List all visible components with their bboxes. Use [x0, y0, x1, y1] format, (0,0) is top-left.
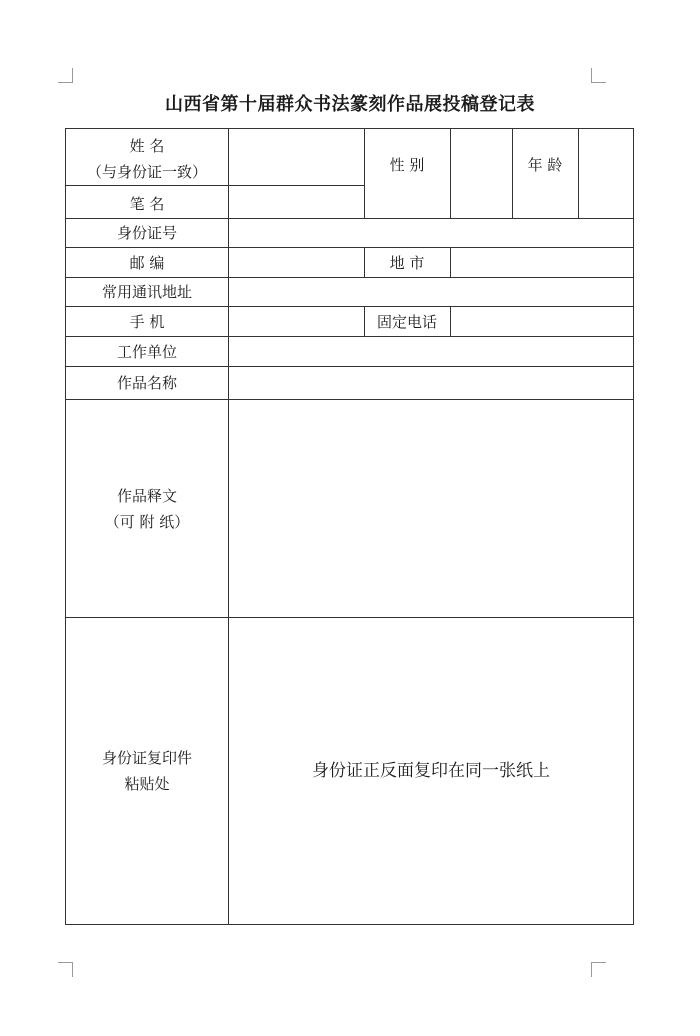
pen-name-field[interactable] — [229, 186, 364, 218]
name-field[interactable] — [229, 129, 364, 185]
postcode-label: 邮 编 — [129, 253, 165, 272]
address-label: 常用通讯地址 — [101, 283, 192, 301]
id-copy-hint: 身份证正反面复印在同一张纸上 — [312, 761, 550, 781]
transcription-label-cell — [66, 400, 228, 617]
gender-label: 性 别 — [389, 156, 425, 174]
age-field[interactable] — [579, 129, 633, 218]
id-copy-label: 身份证复印件 — [101, 749, 192, 767]
crop-mark-bottom-left — [58, 962, 73, 977]
gender-field[interactable] — [451, 129, 512, 218]
workplace-label: 工作单位 — [116, 342, 177, 361]
transcription-label: 作品释文 — [116, 486, 177, 505]
transcription-note-label: （可 附 纸） — [104, 512, 190, 531]
city-label: 地 市 — [389, 253, 425, 272]
id-copy-label-cell — [66, 618, 228, 924]
id-copy-label-line2: 粘贴处 — [124, 775, 170, 793]
postcode-field[interactable] — [229, 248, 364, 277]
city-field[interactable] — [451, 248, 633, 277]
workplace-field[interactable] — [229, 337, 633, 366]
name-label-cell — [66, 133, 228, 185]
pen-name-label: 笔 名 — [129, 194, 165, 213]
id-number-label: 身份证号 — [116, 224, 177, 242]
crop-mark-bottom-right — [591, 962, 606, 977]
transcription-field[interactable] — [229, 400, 633, 617]
form-title: 山西省第十届群众书法篆刻作品展投稿登记表 — [165, 94, 535, 115]
name-note-label: （与身份证一致） — [86, 163, 207, 181]
name-label: 姓 名 — [129, 137, 165, 155]
landline-field[interactable] — [451, 307, 633, 336]
mobile-field[interactable] — [229, 307, 364, 336]
age-label: 年 龄 — [527, 156, 563, 174]
mobile-label: 手 机 — [129, 312, 165, 331]
work-title-field[interactable] — [229, 367, 633, 399]
address-field[interactable] — [229, 278, 633, 306]
registration-form-table — [65, 128, 634, 925]
id-number-field[interactable] — [229, 219, 633, 247]
crop-mark-top-left — [58, 68, 73, 83]
crop-mark-top-right — [591, 68, 606, 83]
work-title-label: 作品名称 — [116, 374, 177, 392]
landline-label: 固定电话 — [376, 312, 437, 331]
